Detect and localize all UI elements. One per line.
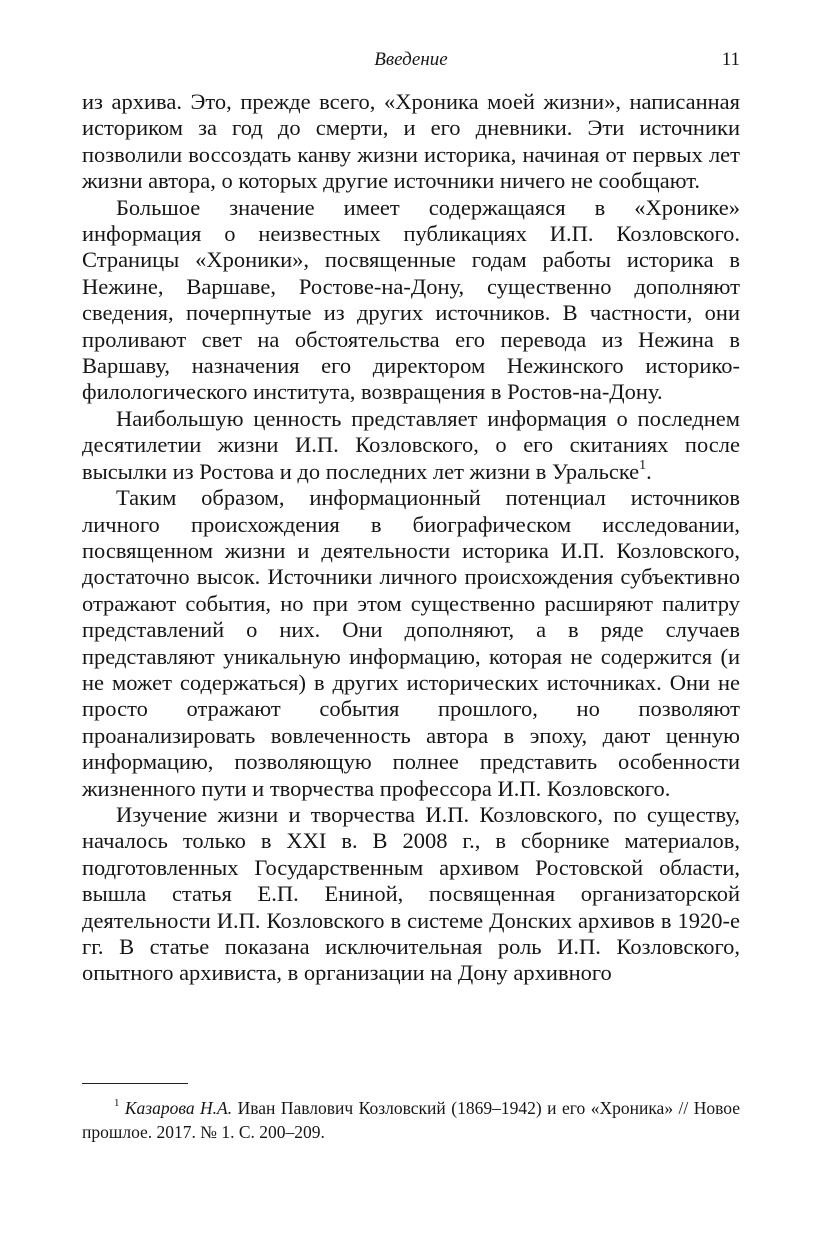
footnote-1 <box>82 1096 740 1144</box>
paragraph-3-period: . <box>646 458 652 484</box>
paragraph-5: Изучение жизни и творчества И.П. Козловского, по существу, началось только в XXI в. В 2008 г., в сборнике материалов, подготовленных Государственным архивом Ростовской области, вышла статья Е.П. Ениной, посвященная организаторской деятельности И.П. Козловского в системе Донских архивов в 1920-е гг. В статье показана исключительная роль И.П. Козловского, опытного архивиста, в организации на Дону архивного <box>82 801 740 986</box>
paragraph-1: из архива. Это, прежде всего, «Хроника моей жизни», написанная историком за год до смерти, и его дневники. Эти источники позволили воссоздать канву жизни историка, начиная от первых лет жизни автора, о которых другие источники ничего не сообщают. <box>82 89 740 194</box>
main-text <box>82 89 740 987</box>
chapter-title: Введение <box>374 49 448 70</box>
footnote-text: Иван Павлович Козловский (1869–1942) и его «Хроника» // Новое прошлое. 2017. № 1. С. 200–209. <box>82 1098 740 1142</box>
footnote-author: Казарова Н.А. <box>124 1098 233 1118</box>
footnote-number: 1 <box>114 1097 120 1110</box>
paragraph-4: Таким образом, информационный потенциал источников личного происхождения в биографическом исследовании, посвященном жизни и деятельности историка И.П. Козловского, достаточно высок. Источники личного происхождения субъективно отражают события, но при этом существенно расширяют палитру представлений о них. Они дополняют, а в ряде случаев представляют уникальную информацию, которая не содержится (и не может содержаться) в других исторических источниках. Они не просто отражают события прошлого, но позволяют проанализировать вовлеченность автора в эпоху, дают ценную информацию, позволяющую полнее представить особенности жизненного пути и творчества профессора И.П. Козловского. <box>82 485 740 801</box>
paragraph-3 <box>82 406 740 485</box>
paragraph-2: Большое значение имеет содержащаяся в «Хронике» информация о неизвестных публикациях И.П. Козловского. Страницы «Хроники», посвященные годам работы историка в Нежине, Варшаве, Ростове-на-Дону, существенно дополняют сведения, почерпнутые из других источников. В частности, они проливают свет на обстоятельства его перевода из Нежина в Варшаву, назначения его директором Нежинского историко-филологического института, возвращения в Ростов-на-Дону. <box>82 194 740 405</box>
footnotes <box>82 1096 740 1144</box>
running-head <box>82 48 740 72</box>
paragraph-3-text: Наибольшую ценность представляет информация о последнем десятилетии жизни И.П. Козловского, о его скитаниях после высылки из Ростова и до последних лет жизни в Уральске <box>82 405 740 484</box>
page-number: 11 <box>721 49 740 70</box>
footnote-divider <box>82 1083 188 1084</box>
footnote-reference[interactable]: 1 <box>639 457 647 473</box>
